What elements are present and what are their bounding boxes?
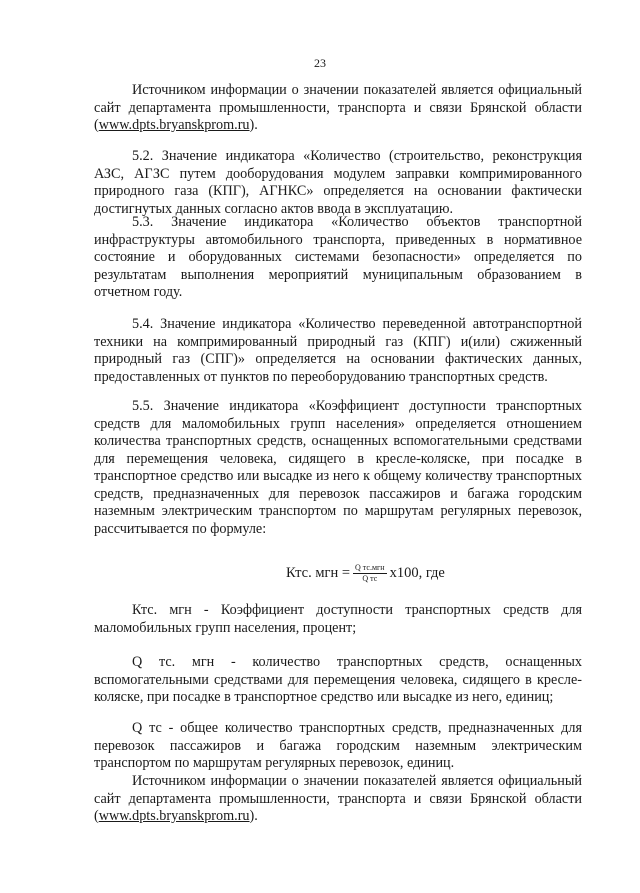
definition-term: Ктс. мгн — [132, 602, 192, 618]
source-tail: ). — [249, 808, 258, 824]
source-paragraph-top — [94, 82, 582, 135]
definition-ktc — [94, 602, 582, 637]
definition-text: - Коэффициент доступности транспортных средств для маломобильных групп населения, процент; — [94, 602, 583, 636]
source-link[interactable]: www.dpts.bryanskprom.ru — [98, 808, 250, 824]
definition-text: - общее количество транспортных средств, предназначенных для перевозок пассажиров и багажа городским наземным электрическим транспортом по маршрутам регулярных перевозок, единиц. — [94, 720, 582, 771]
definition-text: - количество транспортных средств, оснащенных вспомогательными средствами для перемещения человека, сидящего в кресле-коляске, при посадке в транспортное средство или высадке из него, единиц; — [94, 654, 583, 705]
formula — [286, 561, 445, 585]
formula-lhs: Ктс. мгн = — [286, 565, 351, 581]
page-number: 23 — [314, 56, 326, 70]
definition-term: Q тс. мгн — [132, 654, 215, 670]
paragraph-5-5: 5.5. Значение индикатора «Коэффициент доступности транспортных средств для маломобильных групп населения» определяется отношением количества транспортных средств, оснащенных вспомогательными средствами для перемещения человека, сидящего в кресле-коляске, при посадке в транспортное средство или высадке из него к общему количеству транспортных средств, предназначенных для перевозок пассажиров и багажа городским наземным электрическим транспортом по маршрутам регулярных перевозок, рассчитывается по формуле: — [94, 398, 582, 537]
formula-rhs: x100, где — [389, 565, 445, 581]
formula-numerator: Q тс.мгн — [355, 562, 385, 572]
formula-fraction — [353, 563, 387, 584]
definition-term: Q тс — [132, 720, 162, 736]
formula-denominator: Q тс — [362, 573, 378, 583]
paragraph-5-2: 5.2. Значение индикатора «Количество (строительство, реконструкция АЗС, АГЗС путем дооборудования модулем заправки компримированного природного газа (КПГ), АГНКС» определяется на основании фактически достигнутых данных согласно актов ввода в эксплуатацию. — [94, 148, 582, 217]
definition-qtc — [94, 720, 582, 773]
source-paragraph-bottom — [94, 773, 582, 826]
source-link[interactable]: www.dpts.bryanskprom.ru — [98, 117, 250, 133]
source-text: Источником информации о значении показателей является официальный сайт департамента промышленности, транспорта и связи Брянской области ( — [94, 82, 582, 133]
definition-qtc-mgn — [94, 654, 582, 707]
source-text: Источником информации о значении показателей является официальный сайт департамента промышленности, транспорта и связи Брянской области ( — [94, 773, 582, 824]
source-tail: ). — [249, 117, 258, 133]
paragraph-5-3: 5.3. Значение индикатора «Количество объектов транспортной инфраструктуры автомобильного транспорта, приведенных в нормативное состояние и оборудованных системами безопасности» определяется по результатам выполнения мероприятий муниципальным образованием в отчетном году. — [94, 214, 582, 300]
paragraph-5-4: 5.4. Значение индикатора «Количество переведенной автотранспортной техники на компримированный природный газ (КПГ) и(или) сжиженный природный газ (СПГ)» определяется на основании фактических данных, предоставленных от пунктов по переоборудованию транспортных средств. — [94, 316, 582, 385]
